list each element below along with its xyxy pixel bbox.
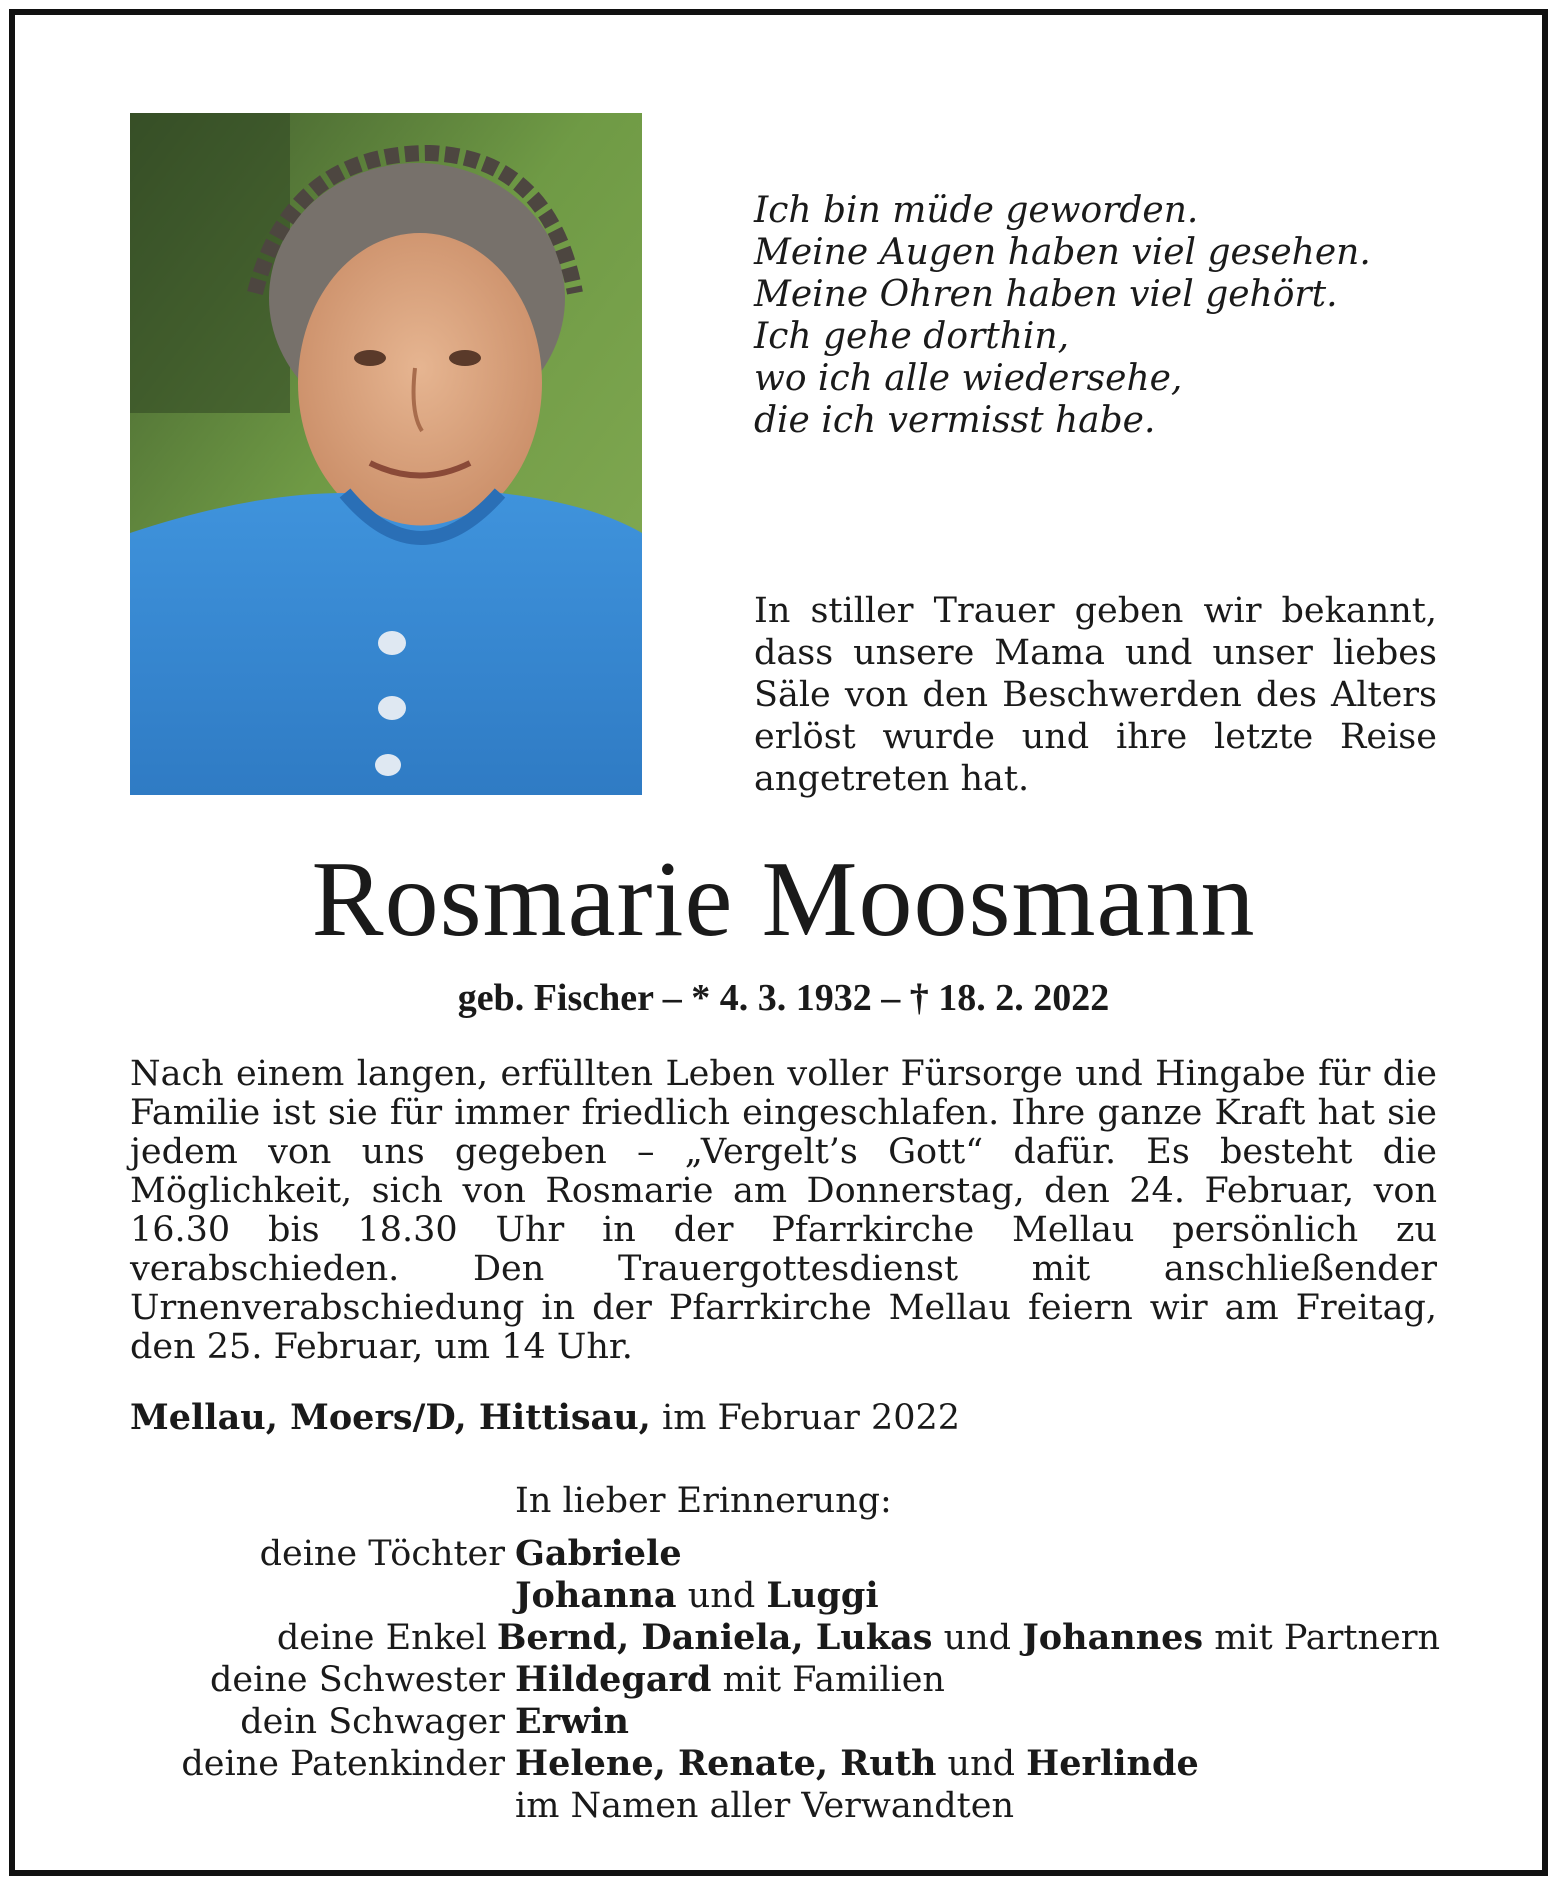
mourner-name: Bernd, Daniela, Lukas: [496, 1617, 933, 1658]
mourner-connector: und: [932, 1618, 1023, 1658]
right-eye: [449, 350, 481, 366]
portrait-illustration: [130, 113, 642, 795]
mourner-name: Hildegard: [515, 1659, 712, 1700]
mourner-relation: deine Enkel: [276, 1618, 487, 1658]
cardigan-button: [378, 631, 406, 655]
announcement-intro: In stiller Trauer geben wir bekannt, dass unsere Mama und unser liebes Säle von den Beschwerden des Alters erlöst wurde und ihre letzte Reise angetreten hat.: [754, 591, 1437, 799]
mourner-names: [515, 1701, 629, 1743]
mourner-relation: deine Töchter: [259, 1534, 505, 1574]
mourner-relation: dein Schwager: [240, 1702, 505, 1742]
place-date-line: [130, 1397, 960, 1439]
poem-line: Meine Augen haben viel gesehen.: [754, 232, 1371, 273]
mourner-row: [130, 1743, 1440, 1785]
poem-line: Meine Ohren haben viel gehört.: [754, 274, 1338, 315]
mourner-names: [497, 1617, 1440, 1659]
mourner-connector: und: [936, 1744, 1027, 1784]
mourner-row: [130, 1617, 1440, 1659]
mourner-name: Luggi: [766, 1575, 879, 1616]
poem: [754, 190, 1454, 442]
mourner-relation: deine Patenkinder: [181, 1744, 505, 1784]
mourner-name: Gabriele: [515, 1533, 682, 1574]
mourner-names: [515, 1575, 879, 1617]
mourner-name: Johanna: [515, 1575, 677, 1616]
poem-line: Ich gehe dorthin,: [754, 316, 1070, 357]
poem-line: Ich bin müde geworden.: [754, 190, 1199, 231]
closing-line: im Namen aller Verwandten: [515, 1786, 1014, 1826]
left-eye: [354, 350, 386, 366]
place-date: im Februar 2022: [650, 1398, 961, 1438]
mourner-names: [515, 1533, 682, 1575]
poem-line: die ich vermisst habe.: [754, 400, 1156, 441]
face: [298, 233, 542, 533]
poem-line: wo ich alle wiedersehe,: [754, 358, 1183, 399]
mourner-row: [130, 1575, 1440, 1617]
deceased-name: Rosmarie Moosmann: [311, 840, 1256, 959]
mourner-relation: deine Schwester: [210, 1660, 505, 1700]
mourner-names: [515, 1659, 945, 1701]
mourner-row: [130, 1659, 1440, 1701]
mourner-connector: mit Partnern: [1203, 1618, 1440, 1658]
obituary-body: Nach einem langen, erfüllten Leben voller Fürsorge und Hingabe für die Familie ist sie für immer friedlich eingeschlafen. Ihre ganze Kraft hat sie jedem von uns gegeben – „Vergelt’s Gott“ dafür. Es besteht die Möglichkeit, sich von Rosmarie am Donnerstag, den 24. Februar, von 16.30 bis 18.30 Uhr in der Pfarrkirche Mellau persönlich zu verabschieden. Den Trauergottesdienst mit anschließender Urnenverabschiedung in der Pfarrkirche Mellau feiern wir am Freitag, den 25. Februar, um 14 Uhr.: [130, 1054, 1437, 1367]
mourner-names: [515, 1743, 1199, 1785]
mourner-relation: [130, 1575, 515, 1617]
mourner-connector: mit Familien: [711, 1660, 945, 1700]
mourner-row: [130, 1533, 1440, 1575]
remembrance-heading: In lieber Erinnerung:: [515, 1481, 892, 1521]
mourner-connector: und: [676, 1576, 767, 1616]
mourner-name: Herlinde: [1026, 1743, 1199, 1784]
portrait-photo: [130, 113, 642, 795]
place-locations: Mellau, Moers/D, Hittisau,: [130, 1397, 651, 1438]
mourner-name: Helene, Renate, Ruth: [515, 1743, 937, 1784]
mourner-name: Erwin: [515, 1701, 629, 1742]
mourners-list: [130, 1533, 1440, 1827]
birth-death-dates: geb. Fischer – * 4. 3. 1932 – † 18. 2. 2022: [457, 977, 1110, 1019]
cardigan-button: [378, 696, 406, 720]
mourner-name: Johannes: [1022, 1617, 1204, 1658]
mourner-row: [130, 1701, 1440, 1743]
cardigan-button: [375, 754, 401, 776]
